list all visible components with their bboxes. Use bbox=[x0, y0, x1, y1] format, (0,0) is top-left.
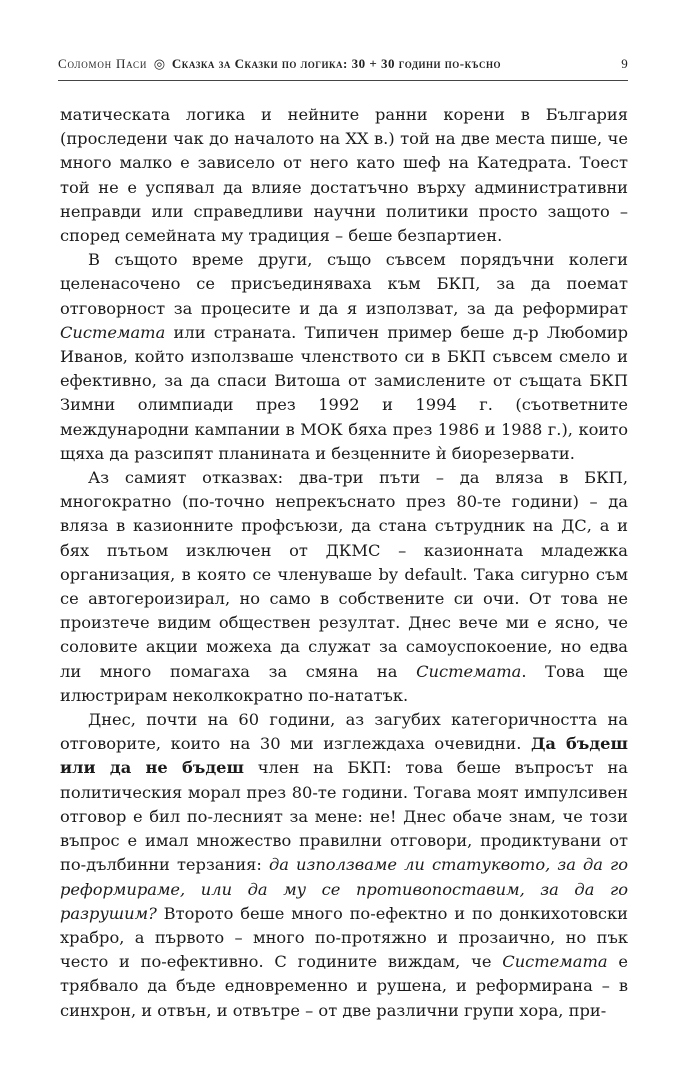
italic-term-system: Системата bbox=[502, 952, 608, 972]
header-separator: ◎ bbox=[153, 56, 166, 71]
paragraph-segment: Днес, почти на 60 години, аз загубих категоричността на отговорите, които на 30 ми изглеждаха очевидни. bbox=[60, 710, 628, 754]
paragraph-segment: В същото време други, също съвсем порядъчни колеги целенасочено се присъединяваха към БКП, за да поемат отговорност за процесите и да я използват, за да реформират bbox=[60, 250, 628, 318]
paragraph-2 bbox=[60, 248, 628, 466]
paragraph-1 bbox=[60, 103, 628, 248]
bold-phrase: Да бъдеш или да не бъдеш bbox=[60, 734, 628, 778]
running-header bbox=[58, 56, 628, 80]
italic-term-system: Системата bbox=[60, 322, 166, 342]
paragraph-segment: . Това ще илюстрирам неколкократно по-нататък. bbox=[60, 661, 628, 705]
paragraph-segment: Аз самият отказвах: два-три пъти – да вляза в БКП, многократно (по-точно непрекъснато през 80-те години) – да вляза в казионните профсъюзи, да стана сътрудник на ДС, а и бях пътьом изключен от ДКМС – казионната младежка организация, в която се членуваше by default. Така сигурно съм се автогероизирал, но само в собствените си очи. От това не произтече видим обществен резултат. Днес вече ми е ясно, че соловите акции можеха да служат за самоуспокоение, но едва ли много помагаха за смяна на bbox=[60, 468, 628, 681]
page-number: 9 bbox=[621, 56, 628, 71]
paragraph-segment: или страната. Типичен пример беше д-р Любомир Иванов, който използваше членството си в БКП съвсем смело и ефективно, за да спаси Витоша от замислените от същата БКП Зимни олимпиади през 1992 и 1994 г. (съответните международни кампании в МОК бяха през 1986 и 1988 г.), които щяха да разсипят планината и безценните ѝ биорезервати. bbox=[60, 322, 628, 463]
page-body bbox=[60, 103, 628, 1023]
paragraph-3 bbox=[60, 466, 628, 708]
paragraph-segment: Второто беше много по-ефектно и по донкихотовски храбро, а първото – много по-протяжно и прозаично, но пък често и по-ефективно. С годините виждам, че bbox=[60, 903, 628, 972]
paragraph-4 bbox=[60, 708, 628, 1023]
paragraph-segment: матическата логика и нейните ранни корени в България (проследени чак до началото на XX в.) той на две места пише, че много малко е зависело от него като шеф на Катедрата. Тоест той не е успявал да влияе достатъчно върху административни неправди или справедливи научни политики просто защото – според семейната му традиция – беше безпартиен. bbox=[60, 105, 628, 246]
paragraph-segment: член на БКП: това беше въпросът на политическия морал през 80-те години. Тогава моят импулсивен отговор е бил по-лесният за мене: не! Днес обаче знам, че този въпрос е имал множество правилни отговори, продиктувани от по-дълбинни терзания: bbox=[60, 758, 628, 875]
italic-question: да използваме ли статуквото, за да го реформираме, или да му се противопоставим, за да го разрушим? bbox=[60, 855, 629, 923]
paragraph-segment: е трябвало да бъде едновременно и рушена, и реформирана – в синхрон, и отвън, и отвътре – от две различни групи хора, при- bbox=[60, 952, 628, 1020]
header-author: Соломон Паси bbox=[58, 56, 148, 71]
italic-term-system: Системата bbox=[416, 661, 522, 681]
header-rule bbox=[58, 80, 628, 81]
header-title: Сказка за Сказки по логика: 30 + 30 години по-късно bbox=[171, 56, 502, 71]
